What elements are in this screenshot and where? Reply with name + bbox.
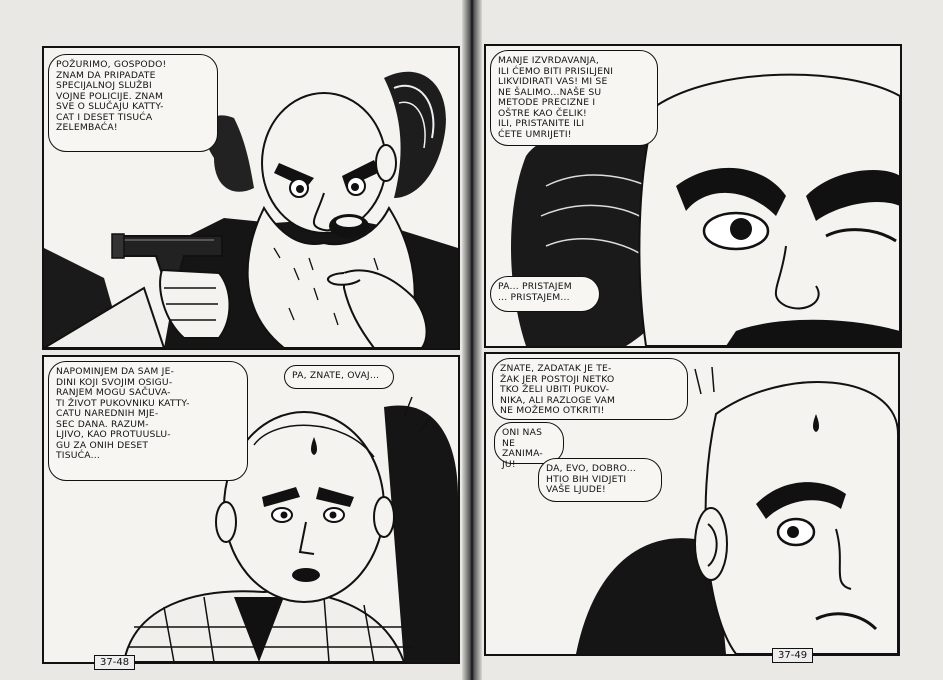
panel-left-top: [42, 46, 460, 350]
panel-right-top: [484, 44, 902, 348]
speech-bubble: POŽURIMO, GOSPODO! ZNAM DA PRIPADATE SPECIJALNOJ SLUŽBI VOJNE POLICIJE. ZNAM SVE O SLUČAJU KATTY- CAT I DESET TISUĆA ZELEMBAĆA!: [48, 54, 218, 152]
book-spine: [462, 0, 482, 680]
panel-left-bottom: [42, 355, 460, 664]
panel-right-bottom: [484, 352, 900, 656]
speech-bubble-reply: PA, ZNATE, OVAJ...: [284, 365, 394, 389]
speech-bubble: ZNATE, ZADATAK JE TE- ŽAK JER POSTOJI NETKO TKO ŽELI UBITI PUKOV- NIKA, ALI RAZLOGE VAM NE MOŽEMO OTKRITI!: [492, 358, 688, 420]
speech-bubble-reply: DA, EVO, DOBRO... HTIO BIH VIDJETI VAŠE LJUDE!: [538, 458, 662, 502]
page-number: 37-49: [772, 648, 813, 663]
speech-bubble: NAPOMINJEM DA SAM JE- DINI KOJI SVOJIM OSIGU- RANJEM MOGU SAČUVA- TI ŽIVOT PUKOVNIKU KATTY- CATU NAREDNIH MJE- SEC DANA. RAZUM- LJIVO, KAO PROTUUSLU- GU ZA ONIH DESET TISUĆA...: [48, 361, 248, 481]
page-number: 37-48: [94, 655, 135, 670]
speech-bubble-reply: PA... PRISTAJEM ... PRISTAJEM...: [490, 276, 600, 312]
speech-bubble: MANJE IZVRDAVANJA, ILI ĆEMO BITI PRISILJENI LIKVIDIRATI VAS! MI SE NE ŠALIMO...NAŠE SU METODE PRECIZNE I OŠTRE KAO ČELIK! ILI, PRISTANITE ILI ĆETE UMRIJETI!: [490, 50, 658, 146]
speech-bubble-reply: ONI NAS NE ZANIMA- JU!: [494, 422, 564, 464]
